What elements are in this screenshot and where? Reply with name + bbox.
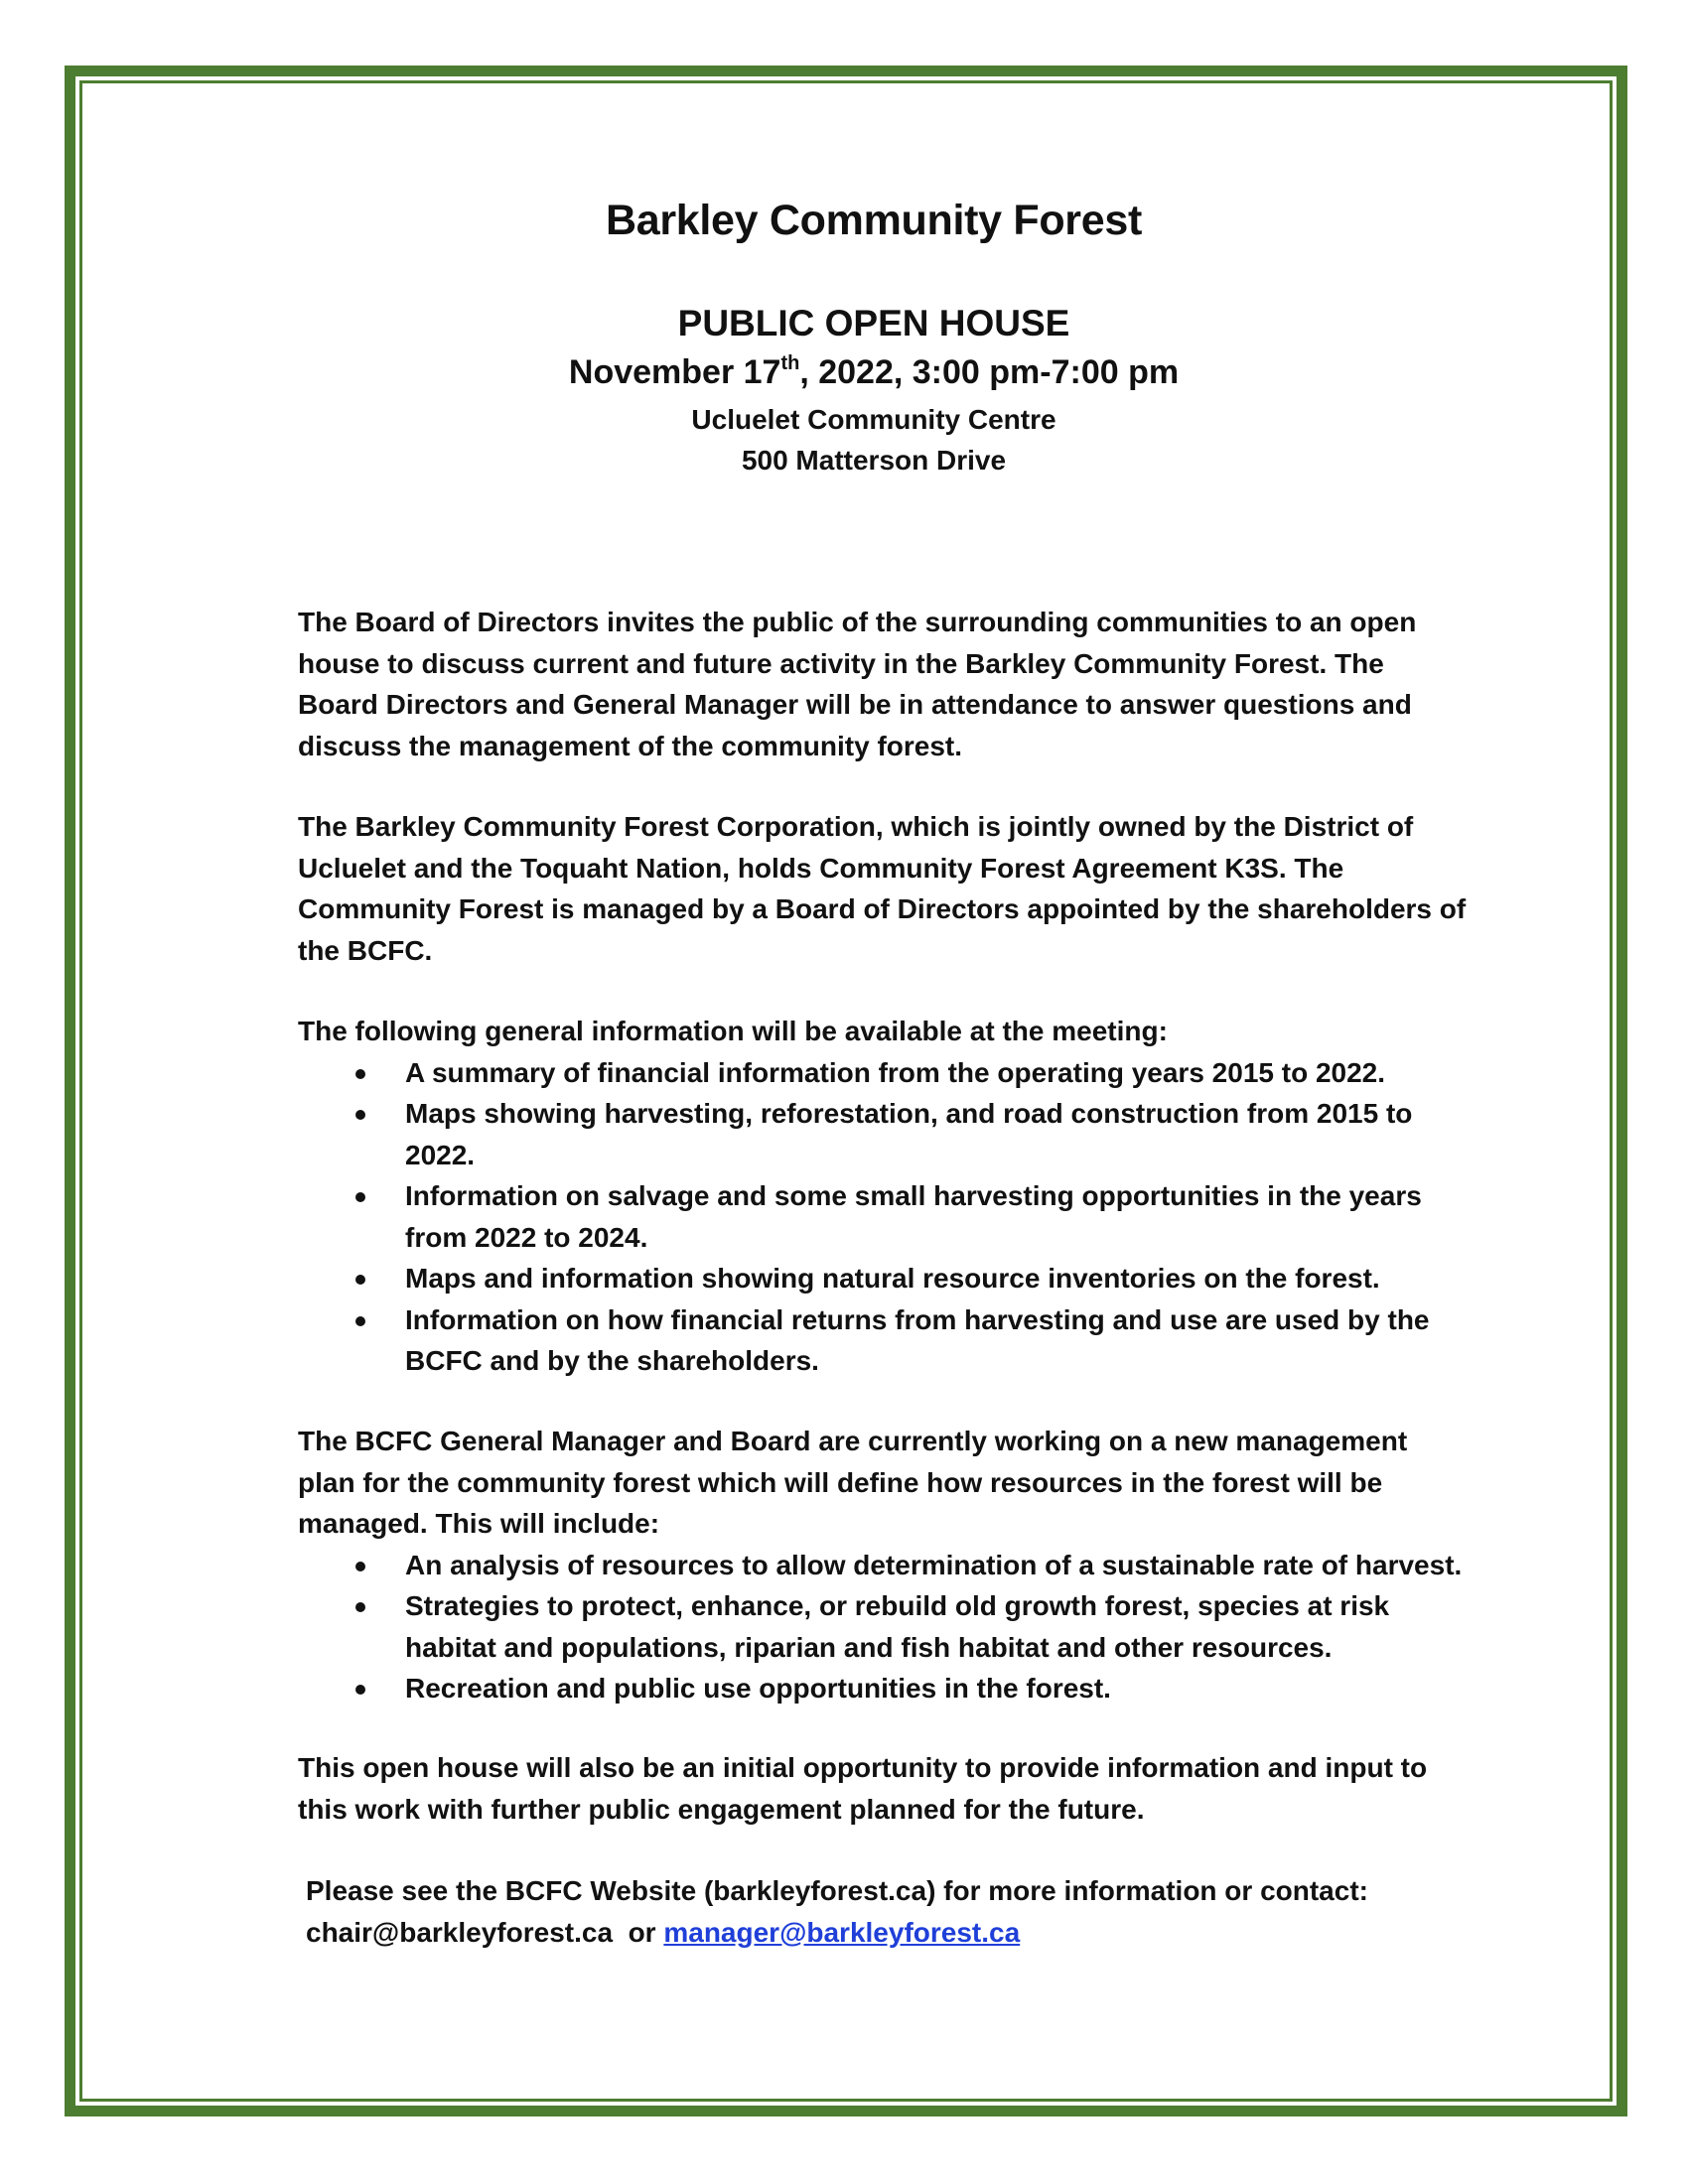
list-item: [298, 1093, 1470, 1175]
list-item: [298, 1175, 1470, 1258]
document-title: Barkley Community Forest: [605, 197, 1142, 244]
closing-text: This open house will also be an initial opportunity to provide information and input to this work with further public engagement planned for the future.: [298, 1752, 1428, 1825]
info-section: [298, 1011, 1470, 1382]
bullet-icon: [355, 1316, 365, 1326]
intro-text: The Board of Directors invites the public of the surrounding communities to an open house to discuss current and future activity in the Barkley Community Forest. The Board Directors and General Manager will be in attendance to answer questions and discuss the management of the community forest.: [298, 607, 1417, 761]
bullet-icon: [355, 1192, 365, 1202]
bullet-icon: [355, 1602, 365, 1612]
chair-email: chair@barkleyforest.ca: [306, 1916, 614, 1948]
list-item-text: Maps and information showing natural resource inventories on the forest.: [405, 1263, 1380, 1294]
list-item-text: Recreation and public use opportunities in the forest.: [405, 1673, 1111, 1704]
event-date-ordinal: th: [780, 352, 800, 374]
info-list: [298, 1052, 1470, 1382]
event-date: [0, 353, 1688, 392]
event-date-rest: , 2022, 3:00 pm-7:00 pm: [799, 353, 1180, 391]
event-heading: PUBLIC OPEN HOUSE: [677, 303, 1070, 343]
event-date-day: November 17: [568, 353, 781, 391]
bullet-icon: [355, 1275, 365, 1285]
bullet-icon: [355, 1562, 365, 1571]
closing-paragraph: [298, 1747, 1470, 1830]
list-item: [298, 1585, 1470, 1668]
event-venue: Ucluelet Community Centre: [691, 404, 1056, 435]
ownership-paragraph: [298, 806, 1470, 971]
contact-line: Please see the BCFC Website (barkleyforest.ca) for more information or contact:: [306, 1875, 1368, 1906]
list-item: [298, 1052, 1470, 1094]
intro-paragraph: [298, 602, 1470, 766]
list-item-text: Strategies to protect, enhance, or rebuild old growth forest, species at risk habitat and populations, riparian and fish habitat and other resources.: [405, 1590, 1390, 1663]
or-text: or: [613, 1916, 664, 1948]
ownership-text: The Barkley Community Forest Corporation, which is jointly owned by the District of Ucluelet and the Toquaht Nation, holds Community Forest Agreement K3S. The Community Forest is managed by a Board of Directors appointed by the shareholders of the BCFC.: [298, 811, 1467, 966]
list-item-text: An analysis of resources to allow determination of a sustainable rate of harvest.: [405, 1549, 1463, 1580]
list-item: [298, 1299, 1470, 1382]
list-item: [298, 1545, 1470, 1586]
bullet-icon: [355, 1069, 365, 1079]
list-item-text: Information on salvage and some small harvesting opportunities in the years from 2022 to 2024.: [405, 1180, 1422, 1253]
contact-section: [306, 1870, 1477, 1953]
plan-lead: The BCFC General Manager and Board are currently working on a new management plan for the community forest which will define how resources in the forest will be managed. This will include:: [298, 1426, 1408, 1539]
info-lead: The following general information will be available at the meeting:: [298, 1016, 1168, 1046]
manager-email-link[interactable]: manager@barkleyforest.ca: [663, 1916, 1021, 1948]
list-item: [298, 1258, 1470, 1299]
plan-list: [298, 1545, 1470, 1709]
contact-emails: [306, 1912, 1477, 1954]
bullet-icon: [355, 1685, 365, 1695]
event-address: 500 Matterson Drive: [741, 445, 1007, 476]
list-item-text: Maps showing harvesting, reforestation, and road construction from 2015 to 2022.: [405, 1098, 1413, 1170]
list-item: [298, 1668, 1470, 1709]
list-item-text: A summary of financial information from the operating years 2015 to 2022.: [405, 1056, 1386, 1088]
list-item-text: Information on how financial returns from harvesting and use are used by the BCFC and by the shareholders.: [405, 1303, 1430, 1376]
bullet-icon: [355, 1110, 365, 1120]
plan-section: [298, 1421, 1470, 1709]
